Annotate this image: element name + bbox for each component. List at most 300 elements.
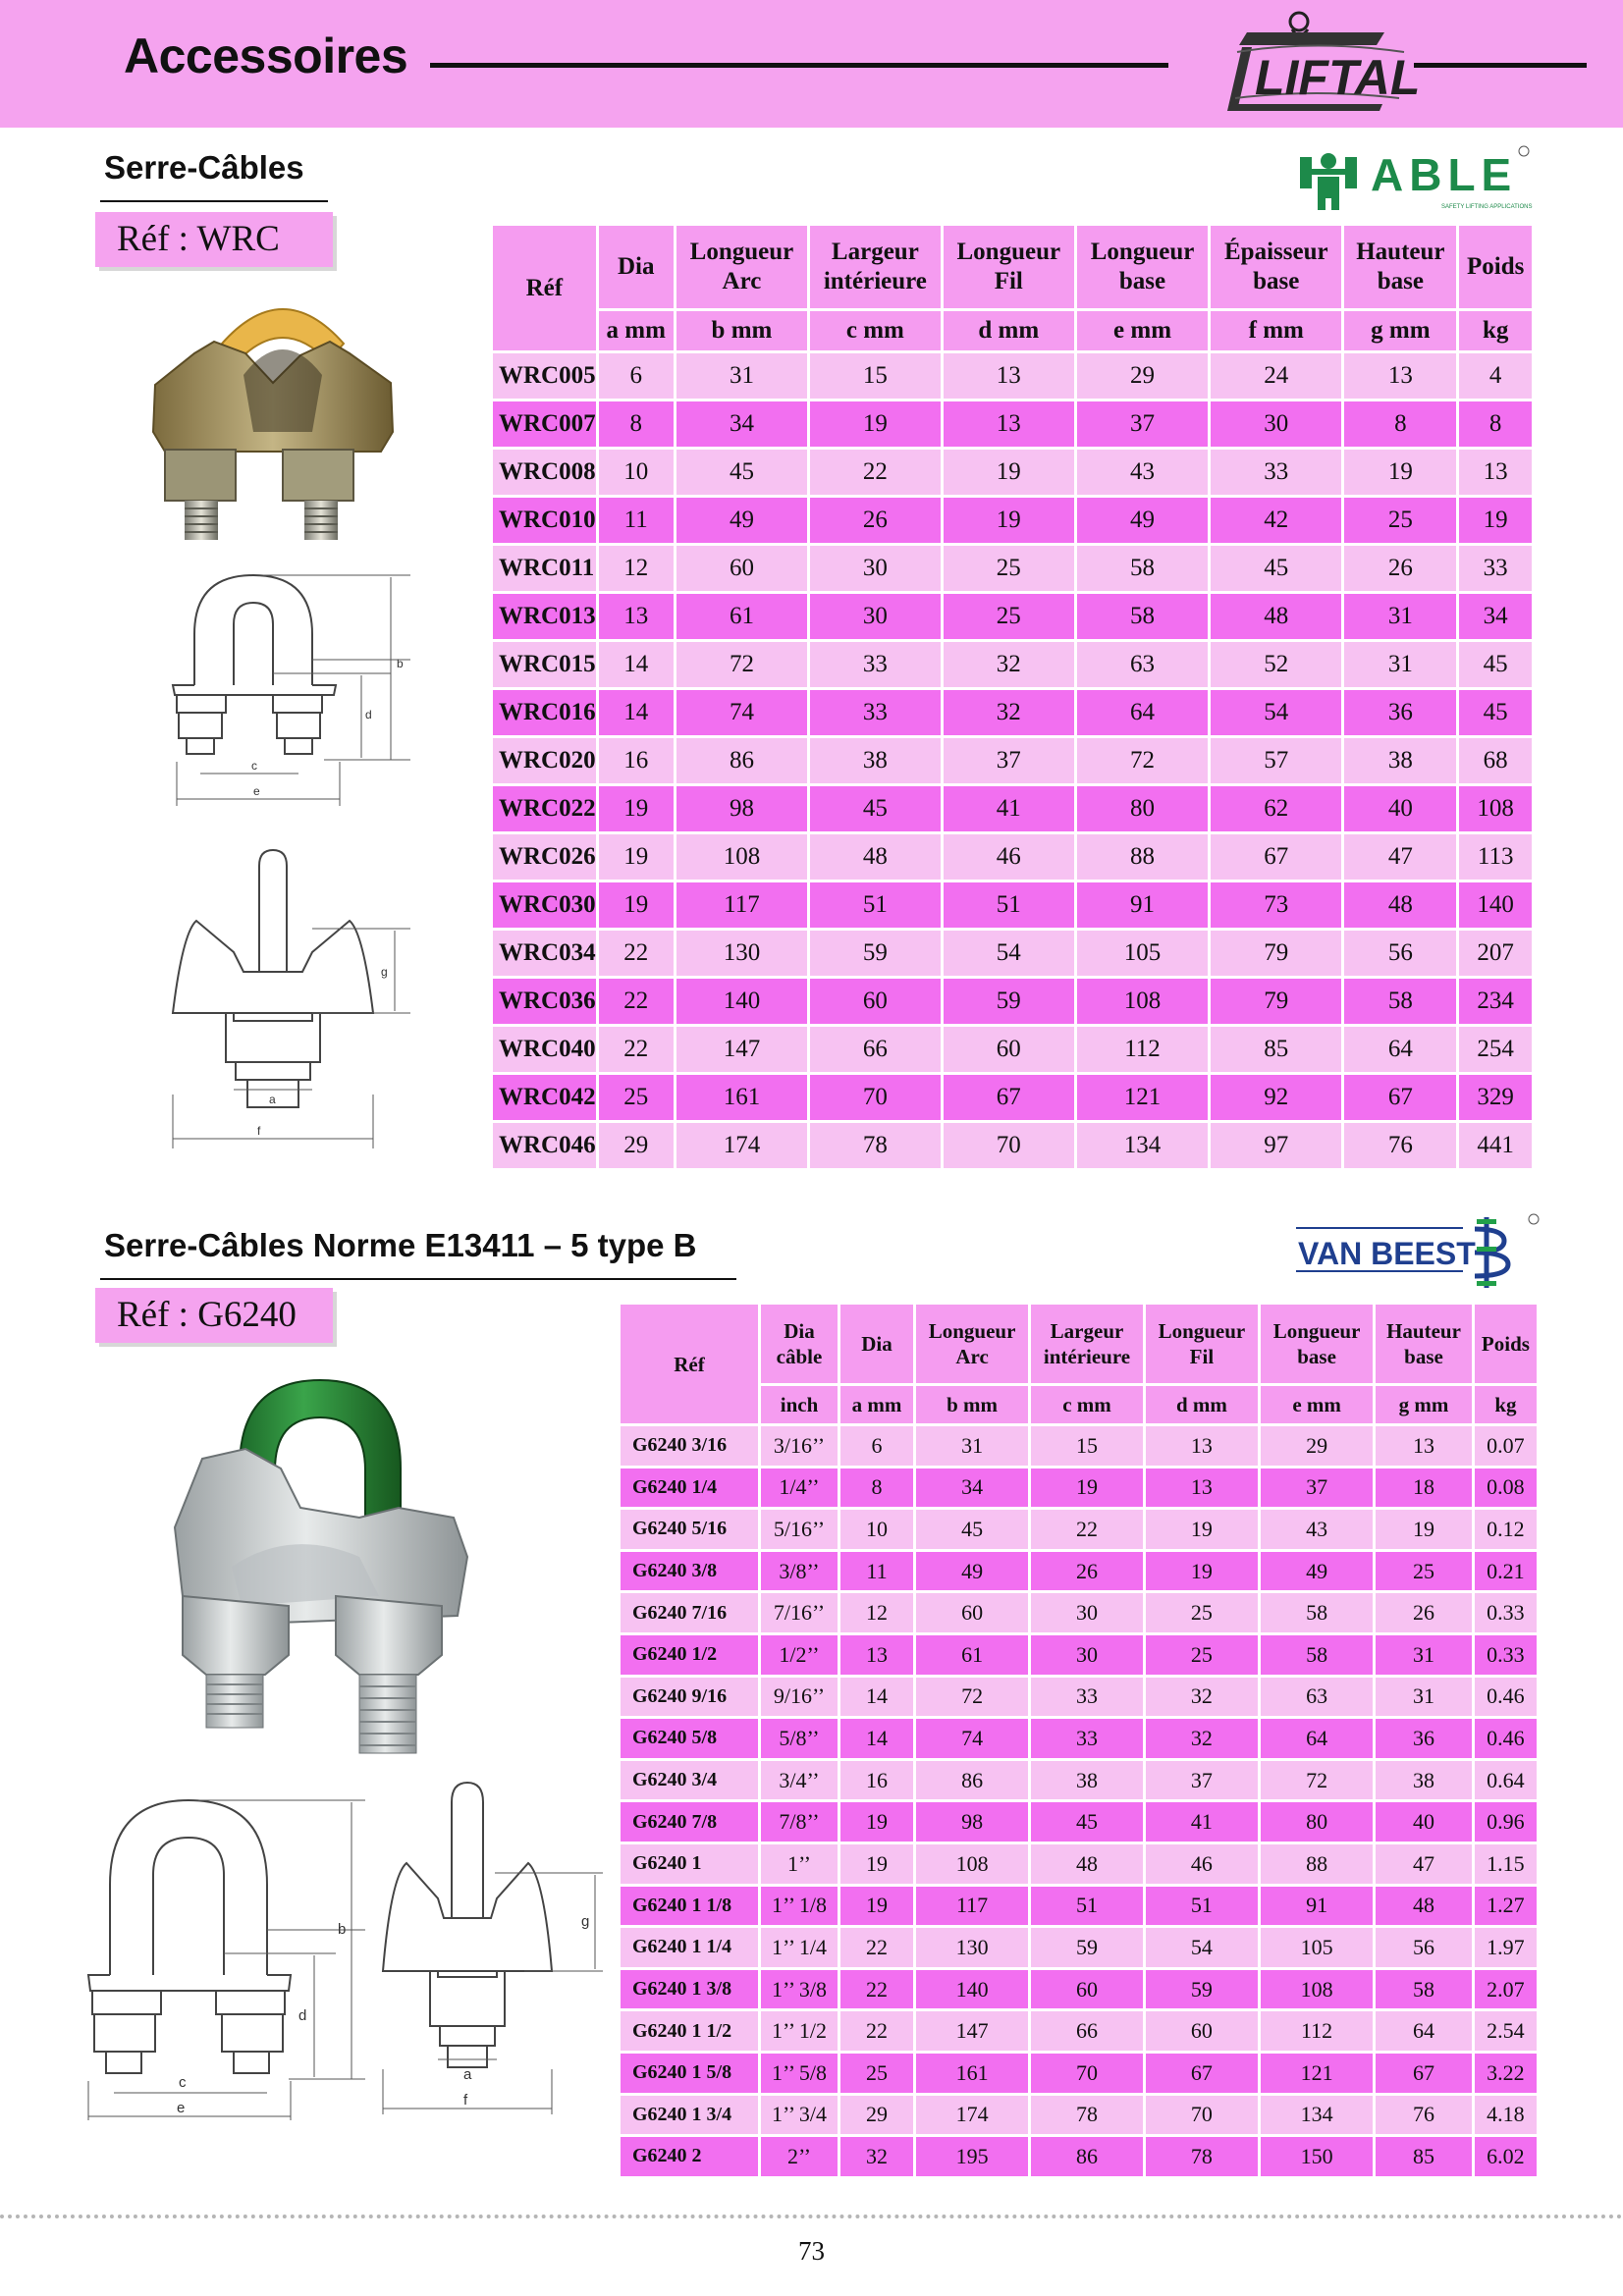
- wrc-value-cell: 97: [1211, 1123, 1341, 1168]
- wrc-value-cell: 10: [599, 450, 674, 495]
- g6240-value-cell: 36: [1376, 1719, 1472, 1758]
- wrc-value-cell: 63: [1077, 642, 1208, 687]
- wrc-value-cell: 22: [599, 979, 674, 1024]
- dim-d-label: d: [365, 708, 372, 721]
- wrc-value-cell: 32: [944, 642, 1074, 687]
- g6240-value-cell: 22: [840, 1928, 913, 1967]
- header-rule-right: [1414, 63, 1587, 68]
- g6240-value-cell: 63: [1261, 1678, 1373, 1717]
- g6240-value-cell: 7/16’’: [761, 1593, 838, 1632]
- g6240-value-cell: 67: [1146, 2054, 1258, 2093]
- g6240-value-cell: 18: [1376, 1468, 1472, 1508]
- g6240-value-cell: 76: [1376, 2096, 1472, 2135]
- wrc-value-cell: 4: [1459, 353, 1532, 399]
- footer-dotted-rule: [0, 2215, 1623, 2218]
- g6240-table-row: [621, 1928, 1537, 1967]
- g6240-table-row: [621, 1678, 1537, 1717]
- wrc-value-cell: 22: [810, 450, 941, 495]
- wrc-unit-a: a mm: [599, 311, 674, 350]
- g6240-value-cell: 26: [1376, 1593, 1472, 1632]
- wrc-col-longueur-fil: Longueur Fil: [944, 226, 1074, 308]
- wrc-table-row: [493, 738, 1532, 783]
- g6240-value-cell: 0.46: [1475, 1678, 1537, 1717]
- wrc-value-cell: 48: [810, 834, 941, 880]
- wrc-value-cell: 329: [1459, 1075, 1532, 1120]
- g6240-ref-cell: G6240 1 1/2: [621, 2011, 758, 2051]
- wrc-value-cell: 19: [599, 882, 674, 928]
- g6240-value-cell: 1.27: [1475, 1887, 1537, 1926]
- g6240-col-largeur-interieure: Largeur intérieure: [1031, 1305, 1143, 1383]
- g6240-table-row: [621, 1719, 1537, 1758]
- g6240-value-cell: 11: [840, 1552, 913, 1591]
- g6240-value-cell: 0.12: [1475, 1510, 1537, 1549]
- g6240-ref-cell: G6240 1 1/4: [621, 1928, 758, 1967]
- g6240-col-hauteur-base: Hauteur base: [1376, 1305, 1472, 1383]
- g6240-value-cell: 29: [1261, 1426, 1373, 1466]
- g6240-value-cell: 38: [1031, 1761, 1143, 1800]
- wrc-value-cell: 76: [1344, 1123, 1456, 1168]
- wrc-table-body: [493, 353, 1532, 1168]
- g6240-value-cell: 3/4’’: [761, 1761, 838, 1800]
- wrc-unit-e: e mm: [1077, 311, 1208, 350]
- g6240-value-cell: 45: [916, 1510, 1028, 1549]
- wrc-value-cell: 42: [1211, 498, 1341, 543]
- wrc-value-cell: 60: [676, 546, 807, 591]
- g6240-value-cell: 1’’ 5/8: [761, 2054, 838, 2093]
- wrc-unit-f: f mm: [1211, 311, 1341, 350]
- wrc-value-cell: 58: [1344, 979, 1456, 1024]
- able-logo: [1294, 143, 1540, 214]
- g6240-value-cell: 70: [1146, 2096, 1258, 2135]
- g6240-table-row: [621, 2054, 1537, 2093]
- wrc-value-cell: 52: [1211, 642, 1341, 687]
- g6240-value-cell: 78: [1146, 2137, 1258, 2176]
- wrc-value-cell: 49: [676, 498, 807, 543]
- wrc-value-cell: 79: [1211, 979, 1341, 1024]
- g6240-value-cell: 8: [840, 1468, 913, 1508]
- wrc-value-cell: 25: [944, 546, 1074, 591]
- wrc-value-cell: 6: [599, 353, 674, 399]
- g6240-value-cell: 72: [916, 1678, 1028, 1717]
- wrc-value-cell: 19: [944, 498, 1074, 543]
- g6240-value-cell: 6.02: [1475, 2137, 1537, 2176]
- wrc-value-cell: 67: [1211, 834, 1341, 880]
- wrc-value-cell: 60: [944, 1027, 1074, 1072]
- wrc-value-cell: 70: [810, 1075, 941, 1120]
- g6240-value-cell: 48: [1031, 1844, 1143, 1884]
- dim-b-label: b: [397, 657, 404, 670]
- wrc-value-cell: 78: [810, 1123, 941, 1168]
- g6240-value-cell: 3/8’’: [761, 1552, 838, 1591]
- wrc-unit-g: g mm: [1344, 311, 1456, 350]
- wrc-table-row: [493, 1075, 1532, 1120]
- g6240-value-cell: 37: [1146, 1761, 1258, 1800]
- g6240-value-cell: 1’’ 3/8: [761, 1970, 838, 2009]
- g6240-value-cell: 60: [1146, 2011, 1258, 2051]
- g6240-value-cell: 33: [1031, 1678, 1143, 1717]
- g6240-ref-cell: G6240 2: [621, 2137, 758, 2176]
- wrc-value-cell: 37: [944, 738, 1074, 783]
- g6240-value-cell: 15: [1031, 1426, 1143, 1466]
- wrc-ref-cell: WRC016: [493, 690, 596, 735]
- wrc-value-cell: 31: [1344, 642, 1456, 687]
- g6240-value-cell: 19: [1376, 1510, 1472, 1549]
- wrc-table-row: [493, 450, 1532, 495]
- wrc-value-cell: 105: [1077, 931, 1208, 976]
- g6240-value-cell: 19: [840, 1802, 913, 1842]
- wrc-ref-cell: WRC015: [493, 642, 596, 687]
- g6240-spec-table: [618, 1302, 1540, 2179]
- wrc-table-row: [493, 642, 1532, 687]
- dim-a-label-2: a: [463, 2066, 472, 2083]
- wrc-table-row: [493, 1027, 1532, 1072]
- wrc-value-cell: 67: [1344, 1075, 1456, 1120]
- wrc-value-cell: 25: [1344, 498, 1456, 543]
- able-logo-tagline: SAFETY LIFTING APPLICATIONS: [1441, 204, 1533, 210]
- g6240-col-longueur-fil: Longueur Fil: [1146, 1305, 1258, 1383]
- g6240-value-cell: 105: [1261, 1928, 1373, 1967]
- wrc-value-cell: 92: [1211, 1075, 1341, 1120]
- wrc-col-longueur-base: Longueur base: [1077, 226, 1208, 308]
- wrc-header-row: [493, 226, 1532, 308]
- wrc-value-cell: 33: [1211, 450, 1341, 495]
- g6240-value-cell: 1.15: [1475, 1844, 1537, 1884]
- able-logo-text: ABLE: [1371, 149, 1518, 200]
- g6240-value-cell: 19: [840, 1887, 913, 1926]
- wrc-value-cell: 45: [810, 786, 941, 831]
- g6240-ref-cell: G6240 5/16: [621, 1510, 758, 1549]
- g6240-value-cell: 32: [840, 2137, 913, 2176]
- wrc-value-cell: 56: [1344, 931, 1456, 976]
- wrc-value-cell: 8: [1344, 401, 1456, 447]
- g6240-value-cell: 4.18: [1475, 2096, 1537, 2135]
- g6240-ref-cell: G6240 3/16: [621, 1426, 758, 1466]
- wrc-value-cell: 19: [599, 834, 674, 880]
- g6240-ref-cell: G6240 9/16: [621, 1678, 758, 1717]
- g6240-ref-cell: G6240 7/16: [621, 1593, 758, 1632]
- wrc-value-cell: 45: [1211, 546, 1341, 591]
- g6240-value-cell: 41: [1146, 1802, 1258, 1842]
- g6240-value-cell: 0.33: [1475, 1635, 1537, 1675]
- g6240-ref-cell: G6240 3/4: [621, 1761, 758, 1800]
- g6240-value-cell: 38: [1376, 1761, 1472, 1800]
- g6240-table-row: [621, 1887, 1537, 1926]
- g6240-value-cell: 195: [916, 2137, 1028, 2176]
- wrc-table-row: [493, 1123, 1532, 1168]
- g6240-value-cell: 1.97: [1475, 1928, 1537, 1967]
- wrc-value-cell: 41: [944, 786, 1074, 831]
- g6240-value-cell: 31: [1376, 1635, 1472, 1675]
- wrc-value-cell: 12: [599, 546, 674, 591]
- wrc-col-poids: Poids: [1459, 226, 1532, 308]
- g6240-value-cell: 14: [840, 1678, 913, 1717]
- wrc-value-cell: 14: [599, 690, 674, 735]
- g6240-col-dia-cable: Dia câble: [761, 1305, 838, 1383]
- wrc-value-cell: 45: [676, 450, 807, 495]
- g6240-value-cell: 19: [1031, 1468, 1143, 1508]
- wrc-unit-kg: kg: [1459, 311, 1532, 350]
- section1-title: Serre-Câbles: [104, 149, 304, 186]
- g6240-value-cell: 54: [1146, 1928, 1258, 1967]
- wrc-value-cell: 91: [1077, 882, 1208, 928]
- g6240-value-cell: 47: [1376, 1844, 1472, 1884]
- g6240-value-cell: 161: [916, 2054, 1028, 2093]
- wrc-value-cell: 54: [944, 931, 1074, 976]
- g6240-value-cell: 13: [1146, 1468, 1258, 1508]
- g6240-value-cell: 19: [1146, 1510, 1258, 1549]
- g6240-value-cell: 108: [916, 1844, 1028, 1884]
- g6240-ref-cell: G6240 1: [621, 1844, 758, 1884]
- wrc-value-cell: 60: [810, 979, 941, 1024]
- g6240-value-cell: 30: [1031, 1593, 1143, 1632]
- wrc-value-cell: 13: [1344, 353, 1456, 399]
- g6240-value-cell: 1’’ 1/8: [761, 1887, 838, 1926]
- section1-rule: [100, 200, 328, 202]
- g6240-value-cell: 49: [1261, 1552, 1373, 1591]
- header-rule: [430, 63, 1168, 68]
- wrc-table-row: [493, 594, 1532, 639]
- g6240-value-cell: 67: [1376, 2054, 1472, 2093]
- wrc-value-cell: 134: [1077, 1123, 1208, 1168]
- dim-c-label: c: [251, 759, 257, 773]
- wrc-value-cell: 58: [1077, 546, 1208, 591]
- wrc-value-cell: 26: [810, 498, 941, 543]
- wrc-value-cell: 43: [1077, 450, 1208, 495]
- wrc-ref-cell: WRC036: [493, 979, 596, 1024]
- wrc-value-cell: 117: [676, 882, 807, 928]
- dim-g-label-2: g: [581, 1913, 590, 1930]
- g6240-value-cell: 56: [1376, 1928, 1472, 1967]
- wrc-value-cell: 86: [676, 738, 807, 783]
- wrc-value-cell: 51: [810, 882, 941, 928]
- wrc-value-cell: 108: [1077, 979, 1208, 1024]
- wrc-value-cell: 161: [676, 1075, 807, 1120]
- g6240-value-cell: 51: [1031, 1887, 1143, 1926]
- g6240-value-cell: 150: [1261, 2137, 1373, 2176]
- wrc-value-cell: 15: [810, 353, 941, 399]
- wrc-value-cell: 121: [1077, 1075, 1208, 1120]
- g6240-unit-b: b mm: [916, 1386, 1028, 1423]
- g6240-value-cell: 2.07: [1475, 1970, 1537, 2009]
- wrc-value-cell: 32: [944, 690, 1074, 735]
- wrc-value-cell: 19: [944, 450, 1074, 495]
- wrc-value-cell: 29: [599, 1123, 674, 1168]
- g6240-ref-cell: G6240 5/8: [621, 1719, 758, 1758]
- g6240-value-cell: 1/2’’: [761, 1635, 838, 1675]
- wrc-unit-b: b mm: [676, 311, 807, 350]
- g6240-col-longueur-base: Longueur base: [1261, 1305, 1373, 1383]
- g6240-value-cell: 32: [1146, 1719, 1258, 1758]
- wrc-value-cell: 140: [676, 979, 807, 1024]
- g6240-value-cell: 60: [916, 1593, 1028, 1632]
- g6240-value-cell: 108: [1261, 1970, 1373, 2009]
- wrc-value-cell: 98: [676, 786, 807, 831]
- wrc-value-cell: 64: [1344, 1027, 1456, 1072]
- wrc-value-cell: 19: [1344, 450, 1456, 495]
- g6240-value-cell: 74: [916, 1719, 1028, 1758]
- dim-e-label: e: [253, 784, 260, 798]
- wrc-table-row: [493, 498, 1532, 543]
- g6240-value-cell: 26: [1031, 1552, 1143, 1591]
- wrc-value-cell: 29: [1077, 353, 1208, 399]
- g6240-value-cell: 45: [1031, 1802, 1143, 1842]
- wrc-value-cell: 64: [1077, 690, 1208, 735]
- g6240-value-cell: 86: [1031, 2137, 1143, 2176]
- g6240-value-cell: 78: [1031, 2096, 1143, 2135]
- g6240-value-cell: 13: [840, 1635, 913, 1675]
- wrc-value-cell: 140: [1459, 882, 1532, 928]
- g6240-value-cell: 0.64: [1475, 1761, 1537, 1800]
- wrc-value-cell: 234: [1459, 979, 1532, 1024]
- g6240-value-cell: 1/4’’: [761, 1468, 838, 1508]
- wrc-col-largeur-interieure: Largeur intérieure: [810, 226, 941, 308]
- g6240-col-ref: Réf: [621, 1305, 758, 1423]
- wrc-value-cell: 88: [1077, 834, 1208, 880]
- g6240-value-cell: 10: [840, 1510, 913, 1549]
- wrc-value-cell: 46: [944, 834, 1074, 880]
- g6240-table-row: [621, 1970, 1537, 2009]
- wrc-value-cell: 34: [676, 401, 807, 447]
- wrc-ref-cell: WRC007: [493, 401, 596, 447]
- wrc-side-diagram: [165, 844, 430, 1158]
- wrc-value-cell: 207: [1459, 931, 1532, 976]
- g6240-ref-cell: G6240 1 3/4: [621, 2096, 758, 2135]
- g6240-value-cell: 43: [1261, 1510, 1373, 1549]
- wrc-value-cell: 45: [1459, 642, 1532, 687]
- g6240-unit-c: c mm: [1031, 1386, 1143, 1423]
- wrc-value-cell: 13: [599, 594, 674, 639]
- wrc-ref-cell: WRC005: [493, 353, 596, 399]
- wrc-value-cell: 108: [676, 834, 807, 880]
- wrc-value-cell: 59: [944, 979, 1074, 1024]
- g6240-ref-cell: G6240 3/8: [621, 1552, 758, 1591]
- g6240-ref-cell: G6240 1 3/8: [621, 1970, 758, 2009]
- g6240-unit-e: e mm: [1261, 1386, 1373, 1423]
- g6240-value-cell: 13: [1376, 1426, 1472, 1466]
- wrc-ref-cell: WRC040: [493, 1027, 596, 1072]
- dim-g-label: g: [381, 965, 388, 979]
- g6240-value-cell: 9/16’’: [761, 1678, 838, 1717]
- wrc-value-cell: 85: [1211, 1027, 1341, 1072]
- wrc-value-cell: 73: [1211, 882, 1341, 928]
- wrc-value-cell: 13: [944, 401, 1074, 447]
- g6240-value-cell: 40: [1376, 1802, 1472, 1842]
- wrc-value-cell: 174: [676, 1123, 807, 1168]
- g6240-value-cell: 64: [1261, 1719, 1373, 1758]
- g6240-value-cell: 12: [840, 1593, 913, 1632]
- wrc-col-ref: Réf: [493, 226, 596, 350]
- section1-ref-badge: Réf : WRC: [95, 212, 333, 267]
- g6240-value-cell: 31: [1376, 1678, 1472, 1717]
- wrc-spec-table: [490, 223, 1535, 1171]
- wrc-value-cell: 33: [810, 690, 941, 735]
- wrc-value-cell: 34: [1459, 594, 1532, 639]
- g6240-value-cell: 2’’: [761, 2137, 838, 2176]
- g6240-value-cell: 22: [1031, 1510, 1143, 1549]
- wrc-value-cell: 19: [599, 786, 674, 831]
- dim-d-label-2: d: [298, 2007, 307, 2024]
- wrc-value-cell: 14: [599, 642, 674, 687]
- g6240-value-cell: 19: [1146, 1552, 1258, 1591]
- van-beest-logo: [1294, 1213, 1549, 1292]
- wrc-value-cell: 36: [1344, 690, 1456, 735]
- g6240-value-cell: 5/8’’: [761, 1719, 838, 1758]
- g6240-table-row: [621, 1552, 1537, 1591]
- dim-f-label: f: [257, 1124, 261, 1138]
- wrc-value-cell: 54: [1211, 690, 1341, 735]
- wrc-value-cell: 147: [676, 1027, 807, 1072]
- wrc-ref-cell: WRC020: [493, 738, 596, 783]
- wrc-col-hauteur-base: Hauteur base: [1344, 226, 1456, 308]
- g6240-value-cell: 49: [916, 1552, 1028, 1591]
- wrc-value-cell: 31: [1344, 594, 1456, 639]
- wrc-value-cell: 130: [676, 931, 807, 976]
- g6240-table-row: [621, 1426, 1537, 1466]
- g6240-table-row: [621, 1468, 1537, 1508]
- g6240-product-photo: [163, 1361, 516, 1773]
- wrc-value-cell: 11: [599, 498, 674, 543]
- wrc-ref-cell: WRC030: [493, 882, 596, 928]
- wrc-value-cell: 48: [1344, 882, 1456, 928]
- wrc-value-cell: 24: [1211, 353, 1341, 399]
- wrc-ref-cell: WRC022: [493, 786, 596, 831]
- wrc-value-cell: 19: [810, 401, 941, 447]
- wrc-value-cell: 62: [1211, 786, 1341, 831]
- wrc-value-cell: 30: [810, 546, 941, 591]
- wrc-value-cell: 22: [599, 931, 674, 976]
- wrc-value-cell: 49: [1077, 498, 1208, 543]
- g6240-value-cell: 51: [1146, 1887, 1258, 1926]
- g6240-value-cell: 61: [916, 1635, 1028, 1675]
- wrc-value-cell: 113: [1459, 834, 1532, 880]
- wrc-ref-cell: WRC011: [493, 546, 596, 591]
- g6240-value-cell: 3.22: [1475, 2054, 1537, 2093]
- wrc-value-cell: 31: [676, 353, 807, 399]
- g6240-value-cell: 34: [916, 1468, 1028, 1508]
- wrc-table-row: [493, 834, 1532, 880]
- g6240-col-longueur-arc: Longueur Arc: [916, 1305, 1028, 1383]
- g6240-value-cell: 1’’ 1/2: [761, 2011, 838, 2051]
- g6240-value-cell: 80: [1261, 1802, 1373, 1842]
- wrc-ref-cell: WRC008: [493, 450, 596, 495]
- g6240-value-cell: 1’’: [761, 1844, 838, 1884]
- g6240-value-cell: 60: [1031, 1970, 1143, 2009]
- wrc-col-dia: Dia: [599, 226, 674, 308]
- g6240-value-cell: 5/16’’: [761, 1510, 838, 1549]
- dim-a-label: a: [269, 1093, 276, 1106]
- g6240-table-row: [621, 2096, 1537, 2135]
- wrc-value-cell: 38: [810, 738, 941, 783]
- wrc-value-cell: 112: [1077, 1027, 1208, 1072]
- wrc-value-cell: 68: [1459, 738, 1532, 783]
- g6240-value-cell: 13: [1146, 1426, 1258, 1466]
- g6240-value-cell: 174: [916, 2096, 1028, 2135]
- g6240-table-row: [621, 1510, 1537, 1549]
- wrc-front-diagram: [165, 565, 430, 806]
- wrc-value-cell: 48: [1211, 594, 1341, 639]
- wrc-value-cell: 40: [1344, 786, 1456, 831]
- wrc-table-row: [493, 882, 1532, 928]
- g6240-unit-d: d mm: [1146, 1386, 1258, 1423]
- dim-f-label-2: f: [463, 2092, 468, 2109]
- section2-rule: [100, 1278, 736, 1280]
- dim-c-label-2: c: [179, 2074, 187, 2091]
- g6240-value-cell: 7/8’’: [761, 1802, 838, 1842]
- wrc-value-cell: 441: [1459, 1123, 1532, 1168]
- wrc-col-longueur-arc: Longueur Arc: [676, 226, 807, 308]
- wrc-value-cell: 38: [1344, 738, 1456, 783]
- wrc-value-cell: 61: [676, 594, 807, 639]
